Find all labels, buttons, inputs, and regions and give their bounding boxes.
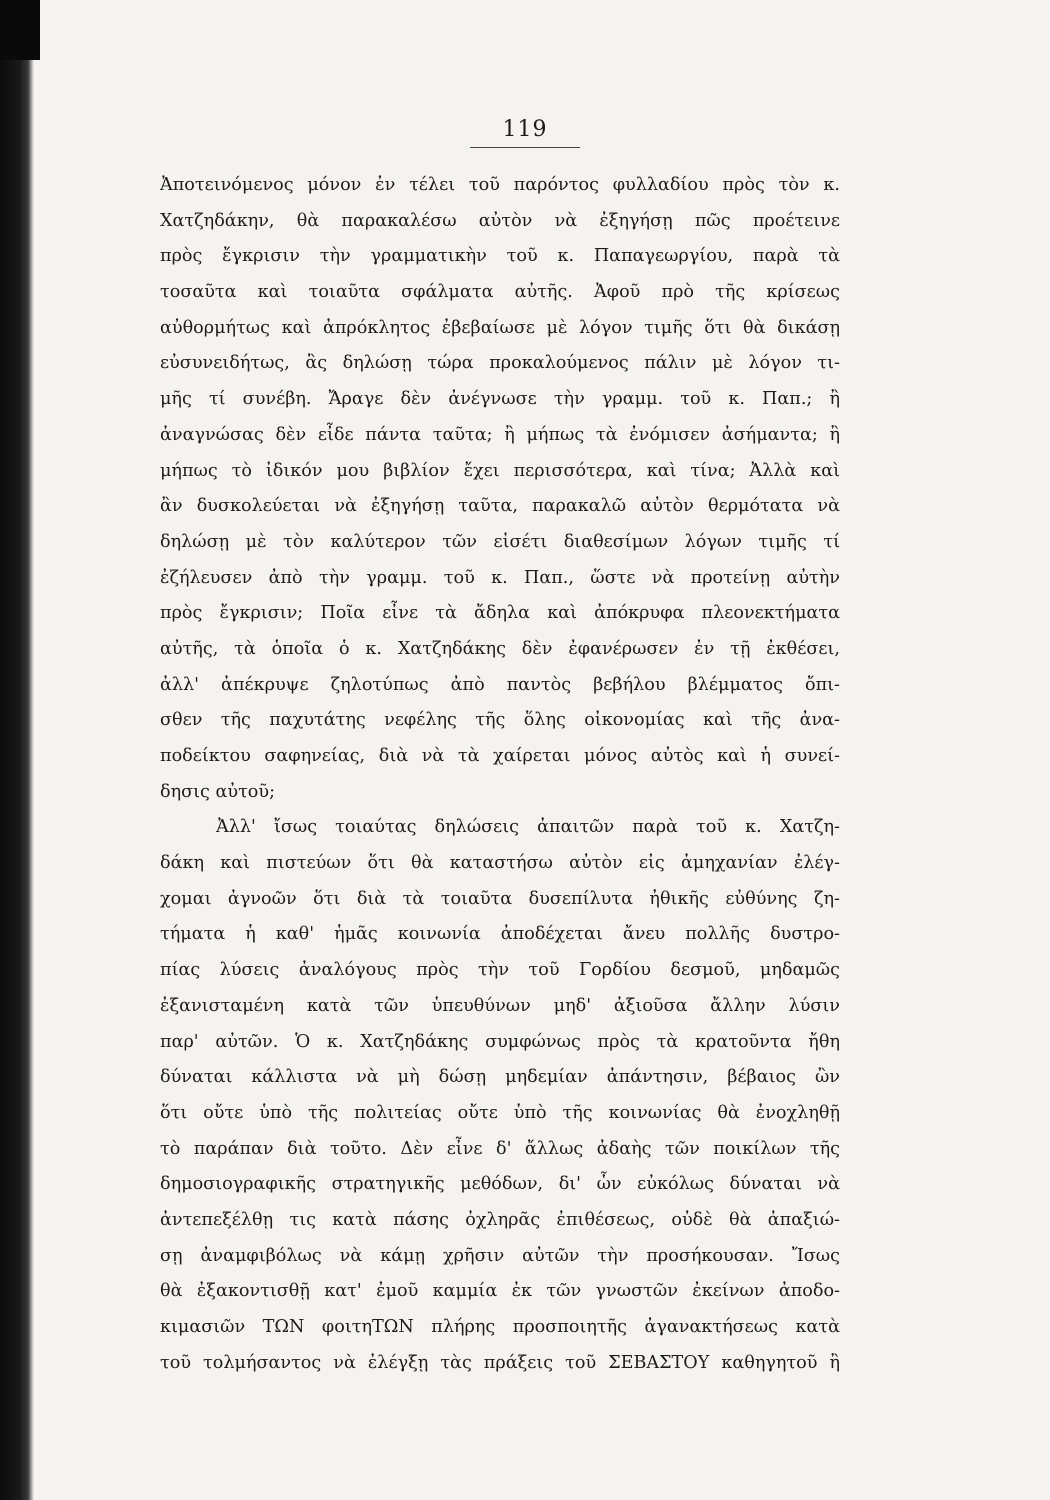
text-line: δάκη καὶ πιστεύων ὅτι θὰ καταστήσω αὐτὸν εἰς ἀμηχανίαν ἐλέγ- xyxy=(160,853,840,874)
text-line: πίας λύσεις ἀναλόγους πρὸς τὴν τοῦ Γορδίου δεσμοῦ, μηδαμῶς xyxy=(160,960,840,981)
text-line: πρὸς ἔγκρισιν; Ποῖα εἶνε τὰ ἄδηλα καὶ ἀπόκρυφα πλεονεκτήματα xyxy=(160,603,840,624)
binding-notch xyxy=(0,0,40,60)
text-line: ἀντεπεξέλθῃ τις κατὰ πάσης ὀχληρᾶς ἐπιθέσεως, οὐδὲ θὰ ἀπαξιώ- xyxy=(160,1209,840,1230)
text-line: τοῦ τολμήσαντος νὰ ἐλέγξῃ τὰς πράξεις τοῦ ΣΕΒΑΣΤΟΥ καθηγητοῦ ἢ xyxy=(160,1352,840,1373)
text-line: ὅτι οὔτε ὑπὸ τῆς πολιτείας οὔτε ὑπὸ τῆς κοινωνίας θὰ ἐνοχληθῇ xyxy=(160,1102,840,1123)
text-line: κιμασιῶν ΤΩΝ φοιτηΤΩΝ πλήρης προσποιητῆς ἀγανακτήσεως κατὰ xyxy=(160,1317,840,1337)
text-line: αὐθορμήτως καὶ ἀπρόκλητος ἐβεβαίωσε μὲ λόγον τιμῆς ὅτι θὰ δικάσῃ xyxy=(160,317,840,338)
text-line: αὐτῆς, τὰ ὁποῖα ὁ κ. Χατζηδάκης δὲν ἐφανέρωσεν ἐν τῇ ἐκθέσει, xyxy=(160,638,840,659)
text-line: χομαι ἀγνοῶν ὅτι διὰ τὰ τοιαῦτα δυσεπίλυτα ἠθικῆς εὐθύνης ζη- xyxy=(160,888,840,909)
text-line: ἀλλ' ἀπέκρυψε ζηλοτύπως ἀπὸ παντὸς βεβήλου βλέμματος ὄπι- xyxy=(160,674,840,695)
text-line: δησις αὐτοῦ; xyxy=(160,781,276,802)
text-line: ἀναγνώσας δὲν εἶδε πάντα ταῦτα; ἢ μήπως τὰ ἐνόμισεν ἀσήμαντα; ἢ xyxy=(160,424,840,445)
text-line: σθεν τῆς παχυτάτης νεφέλης τῆς ὅλης οἰκονομίας καὶ τῆς ἀνα- xyxy=(160,710,840,731)
text-line: παρ' αὐτῶν. Ὁ κ. Χατζηδάκης συμφώνως πρὸς τὰ κρατοῦντα ἤθη xyxy=(160,1031,840,1052)
text-line: δηλώσῃ μὲ τὸν καλύτερον τῶν εἰσέτι διαθεσίμων λόγων τιμῆς τί xyxy=(160,531,840,552)
binding-edge xyxy=(0,0,34,1500)
text-line: ἐζήλευσεν ἀπὸ τὴν γραμμ. τοῦ κ. Παπ., ὥστε νὰ προτείνῃ αὐτὴν xyxy=(160,567,840,588)
text-line: πρὸς ἔγκρισιν τὴν γραμματικὴν τοῦ κ. Παπαγεωργίου, παρὰ τὰ xyxy=(160,246,840,267)
body-text xyxy=(160,168,840,1381)
text-line: ἂν δυσκολεύεται νὰ ἐξηγήσῃ ταῦτα, παρακαλῶ αὐτὸν θερμότατα νὰ xyxy=(160,496,840,517)
page-number: 119 xyxy=(502,117,548,142)
text-line: μήπως τὸ ἰδικόν μου βιβλίον ἔχει περισσότερα, καὶ τίνα; Ἀλλὰ καὶ xyxy=(160,460,840,481)
paragraph-start-line: Ἀλλ' ἴσως τοιαύτας δηλώσεις ἀπαιτῶν παρὰ τοῦ κ. Χατζη- xyxy=(216,817,840,838)
text-line: Ἀποτεινόμενος μόνον ἐν τέλει τοῦ παρόντος φυλλαδίου πρὸς τὸν κ. xyxy=(160,175,840,195)
text-line: τήματα ἡ καθ' ἡμᾶς κοινωνία ἀποδέχεται ἄνευ πολλῆς δυστρο- xyxy=(160,924,840,945)
text-line: εὐσυνειδήτως, ἂς δηλώσῃ τώρα προκαλούμενος πάλιν μὲ λόγον τι- xyxy=(160,353,840,374)
text-line: τοσαῦτα καὶ τοιαῦτα σφάλματα αὐτῆς. Ἀφοῦ πρὸ τῆς κρίσεως xyxy=(160,282,840,303)
text-line: θὰ ἐξακοντισθῇ κατ' ἐμοῦ καμμία ἐκ τῶν γνωστῶν ἐκείνων ἀποδο- xyxy=(160,1281,840,1302)
text-line: δημοσιογραφικῆς στρατηγικῆς μεθόδων, δι' ὧν εὐκόλως δύναται νὰ xyxy=(160,1174,840,1195)
text-line: Χατζηδάκην, θὰ παρακαλέσω αὐτὸν νὰ ἐξηγήσῃ πῶς προέτεινε xyxy=(160,210,840,231)
text-line: ποδείκτου σαφηνείας, διὰ νὰ τὰ χαίρεται μόνος αὐτὸς καὶ ἡ συνεί- xyxy=(160,746,840,766)
text-line: δύναται κάλλιστα νὰ μὴ δώσῃ μηδεμίαν ἀπάντησιν, βέβαιος ὢν xyxy=(160,1067,840,1088)
text-line: ἐξανισταμένη κατὰ τῶν ὑπευθύνων μηδ' ἀξιοῦσα ἄλλην λύσιν xyxy=(160,995,840,1016)
page-number-rule xyxy=(470,147,580,148)
text-line: σῃ ἀναμφιβόλως νὰ κάμῃ χρῆσιν αὐτῶν τὴν προσήκουσαν. Ἴσως xyxy=(160,1245,840,1266)
text-line: μῆς τί συνέβη. Ἄραγε δὲν ἀνέγνωσε τὴν γραμμ. τοῦ κ. Παπ.; ἢ xyxy=(160,389,840,410)
text-line: τὸ παράπαν διὰ τοῦτο. Δὲν εἶνε δ' ἄλλως ἀδαὴς τῶν ποικίλων τῆς xyxy=(160,1138,840,1159)
